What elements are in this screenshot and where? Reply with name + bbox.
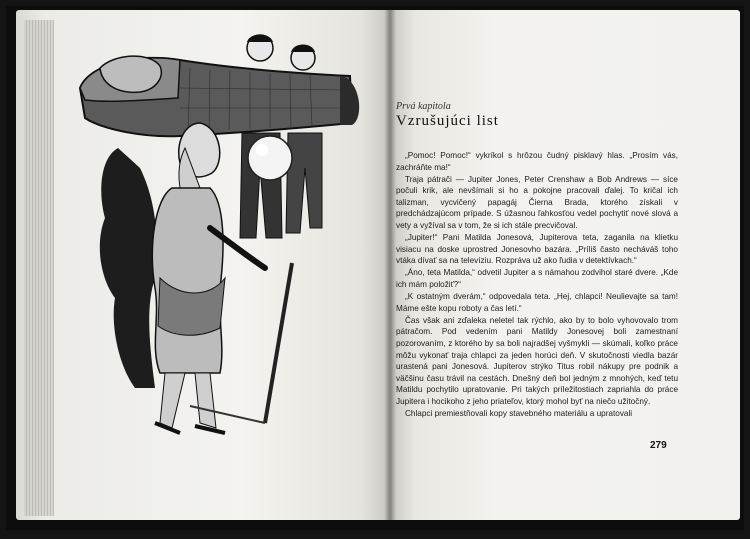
staff [265, 263, 292, 423]
page-edges [24, 20, 54, 516]
chapter-body-text [396, 150, 678, 420]
chapter-title: Vzrušujúci list [396, 113, 499, 129]
paragraph: Čas však ani zďaleka neletel tak rýchlo, ako by to bolo vyhovovalo trom pátračom. Pod vedením pani Matildy Jonesovej boli zamestnaní pozorovaním, z ktorého by sa boli najradšej vyšmykli — skúmali, koľko práce môžu vykonať traja chlapci za jeden horúci deň. V skutočnosti viedla bazár urastená pani Jonesová. Jupiterov strýko Titus robil nákupy pre podnik a väčšinu času trávil na cestách. Dnešný deň bol jedným z mnohých, keď tetu Matildu pochytilo upratovanie. Pri takých príležitostiach zapriahla do práce Jupitera i hocikoho z jeho priateľov, ktorý mohol byť na niečo užitočný. [396, 315, 678, 406]
paragraph: „Pomoc! Pomoc!“ vykríkol s hrôzou čudný pisklavý hlas. „Prosím vás, zachráňte ma!“ [396, 151, 678, 172]
crystal-ball [248, 136, 292, 180]
paragraph: Traja pátrači — Jupiter Jones, Peter Crenshaw a Bob Andrews — síce počuli krik, ale nevšímali si ho a pokojne pracovali ďalej. To kričal ich talizman, vycvičený papagáj Čierna Brada, ktorého získali v predchádzajúcom prípade. S úžasnou ľahkosťou vedel pochytiť nové slová a vety a vyžíval sa v tom, že si ich stále precvičoval. [396, 174, 678, 231]
wall-shadow [100, 148, 157, 388]
page-number: 279 [650, 440, 667, 451]
paragraph: Chlapci premiestňovali kopy stavebného materiálu a upratovali [405, 409, 633, 419]
paragraph: „K ostatným dverám,“ odpovedala teta. „Hej, chlapci! Neulievajte sa tam! Máme ešte kopu roboty a čas letí.“ [396, 292, 678, 313]
paragraph: „Áno, teta Matilda,“ odvetil Jupiter a s námahou zodvihol staré dvere. „Kde ich mám položiť?“ [396, 268, 678, 290]
paragraph: „Jupiter!“ Pani Matilda Jonesová, Jupiterova teta, zaganila na klietku visiacu na doske uprostred Jonesovho bazára. „Príliš často necháváš toho vtáka dívať sa na televíziu. Rozpráva už ako ľudia v detektívkach.“ [396, 233, 678, 266]
book-gutter [384, 10, 396, 520]
sarcophagus [80, 56, 359, 136]
chapter-label: Prvá kapitola [396, 101, 451, 112]
sarcophagus-illustration [60, 28, 360, 468]
